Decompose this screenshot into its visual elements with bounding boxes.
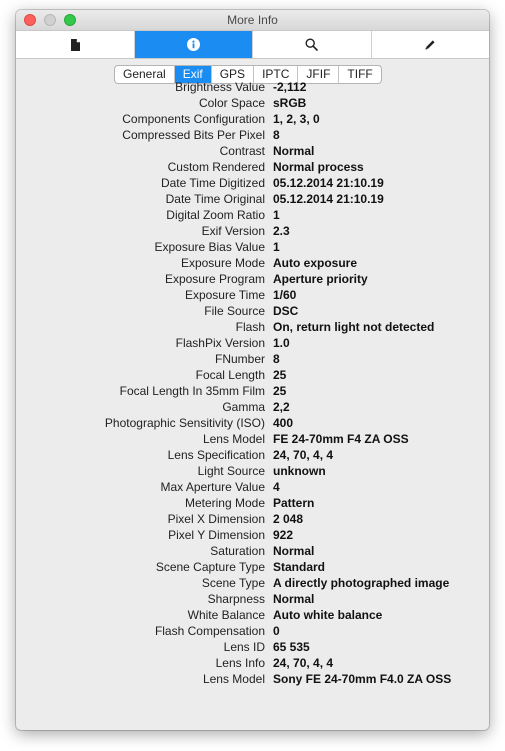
list-item bbox=[16, 431, 489, 447]
property-label: Sharpness bbox=[207, 592, 265, 606]
property-label: Max Aperture Value bbox=[160, 480, 265, 494]
property-label: Focal Length In 35mm Film bbox=[119, 384, 265, 398]
property-value: DSC bbox=[273, 304, 299, 318]
list-item bbox=[16, 111, 489, 127]
property-value: Normal bbox=[273, 544, 315, 558]
property-label: Lens Model bbox=[202, 672, 265, 686]
tab-gps[interactable]: GPS bbox=[212, 66, 254, 83]
tab-iptc[interactable]: IPTC bbox=[254, 66, 298, 83]
property-label: File Source bbox=[204, 304, 265, 318]
property-value: 2.3 bbox=[273, 224, 290, 238]
property-label: Lens Model bbox=[202, 432, 265, 446]
property-label: Compressed Bits Per Pixel bbox=[122, 128, 265, 142]
list-item bbox=[16, 639, 489, 655]
list-item bbox=[16, 159, 489, 175]
property-value: Auto white balance bbox=[273, 608, 383, 622]
property-value: 24, 70, 4, 4 bbox=[273, 656, 334, 670]
property-label: Focal Length bbox=[195, 368, 265, 382]
list-item bbox=[16, 543, 489, 559]
list-item bbox=[16, 223, 489, 239]
property-value: Standard bbox=[273, 560, 326, 574]
property-value: Normal bbox=[273, 144, 315, 158]
property-value: 0 bbox=[273, 624, 280, 638]
property-label: Date Time Original bbox=[165, 192, 265, 206]
list-item bbox=[16, 655, 489, 671]
toolbar-edit-button[interactable] bbox=[372, 31, 490, 58]
property-label: Contrast bbox=[219, 144, 265, 158]
property-label: Gamma bbox=[222, 400, 265, 414]
property-value: FE 24-70mm F4 ZA OSS bbox=[273, 432, 409, 446]
property-label: FNumber bbox=[214, 352, 265, 366]
list-item bbox=[16, 415, 489, 431]
property-value: sRGB bbox=[273, 96, 307, 110]
list-item bbox=[16, 367, 489, 383]
list-item bbox=[16, 463, 489, 479]
inspector-toolbar bbox=[16, 30, 489, 59]
property-label: Lens ID bbox=[223, 640, 265, 654]
title-bar[interactable] bbox=[16, 10, 489, 30]
list-item bbox=[16, 511, 489, 527]
property-value: 8 bbox=[273, 128, 280, 142]
list-item bbox=[16, 127, 489, 143]
list-item bbox=[16, 79, 489, 95]
property-value: 1/60 bbox=[273, 288, 297, 302]
list-item bbox=[16, 527, 489, 543]
property-label: Date Time Digitized bbox=[160, 176, 265, 190]
property-label: Exposure Mode bbox=[180, 256, 265, 270]
property-label: White Balance bbox=[187, 608, 265, 622]
list-item bbox=[16, 575, 489, 591]
list-item bbox=[16, 271, 489, 287]
property-value: Normal process bbox=[273, 160, 364, 174]
property-value: 1 bbox=[273, 240, 280, 254]
property-label: Lens Specification bbox=[167, 448, 265, 462]
property-label: Pixel Y Dimension bbox=[168, 528, 265, 542]
list-item bbox=[16, 383, 489, 399]
property-value: 1.0 bbox=[273, 336, 290, 350]
property-value: unknown bbox=[273, 464, 326, 478]
list-item bbox=[16, 351, 489, 367]
property-label: Scene Capture Type bbox=[155, 560, 265, 574]
document-icon bbox=[70, 39, 80, 51]
exif-properties-list bbox=[16, 79, 489, 687]
property-value: -2,112 bbox=[273, 80, 307, 94]
more-info-window bbox=[16, 10, 489, 730]
property-value: 400 bbox=[273, 416, 294, 430]
property-value: 1 bbox=[273, 208, 280, 222]
property-label: Custom Rendered bbox=[167, 160, 265, 174]
list-item bbox=[16, 495, 489, 511]
toolbar-search-button[interactable] bbox=[253, 31, 372, 58]
property-label: Exposure Time bbox=[184, 288, 265, 302]
property-value: 05.12.2014 21:10.19 bbox=[273, 192, 384, 206]
property-value: A directly photographed image bbox=[273, 576, 450, 590]
property-label: Brightness Value bbox=[175, 80, 265, 94]
property-label: Exif Version bbox=[201, 224, 265, 238]
property-value: 8 bbox=[273, 352, 280, 366]
property-label: Metering Mode bbox=[184, 496, 265, 510]
list-item bbox=[16, 287, 489, 303]
property-value: 25 bbox=[273, 384, 287, 398]
property-label: Exposure Program bbox=[164, 272, 265, 286]
list-item bbox=[16, 447, 489, 463]
toolbar-document-button[interactable] bbox=[16, 31, 135, 58]
tab-tiff[interactable]: TIFF bbox=[347, 67, 373, 81]
property-value: Aperture priority bbox=[273, 272, 368, 286]
list-item bbox=[16, 143, 489, 159]
list-item bbox=[16, 399, 489, 415]
property-label: Components Configuration bbox=[122, 112, 265, 126]
property-value: 1, 2, 3, 0 bbox=[273, 112, 320, 126]
list-item bbox=[16, 303, 489, 319]
property-label: Lens Info bbox=[215, 656, 265, 670]
list-item bbox=[16, 671, 489, 687]
property-label: Color Space bbox=[198, 96, 265, 110]
property-value: 2,2 bbox=[273, 400, 290, 414]
property-label: Pixel X Dimension bbox=[167, 512, 265, 526]
info-icon bbox=[187, 38, 200, 51]
property-value: 922 bbox=[273, 528, 294, 542]
tab-jfif[interactable]: JFIF bbox=[298, 66, 339, 83]
property-value: On, return light not detected bbox=[273, 320, 435, 334]
tab-general[interactable]: General bbox=[115, 66, 175, 83]
list-item bbox=[16, 559, 489, 575]
list-item bbox=[16, 319, 489, 335]
pencil-icon bbox=[424, 39, 436, 51]
property-value: 24, 70, 4, 4 bbox=[273, 448, 334, 462]
list-item bbox=[16, 335, 489, 351]
list-item bbox=[16, 175, 489, 191]
property-value: Normal bbox=[273, 592, 315, 606]
property-value: 2 048 bbox=[273, 512, 304, 526]
property-label: Scene Type bbox=[201, 576, 265, 590]
property-value: Sony FE 24-70mm F4.0 ZA OSS bbox=[273, 672, 452, 686]
property-value: Auto exposure bbox=[273, 256, 358, 270]
property-label: Digital Zoom Ratio bbox=[166, 208, 265, 222]
property-label: Saturation bbox=[210, 544, 265, 558]
toolbar-info-button[interactable] bbox=[135, 31, 254, 58]
property-value: Pattern bbox=[273, 496, 315, 510]
property-label: Photographic Sensitivity (ISO) bbox=[104, 416, 265, 430]
property-label: Flash Compensation bbox=[154, 624, 265, 638]
property-label: Flash bbox=[235, 320, 265, 334]
property-value: 65 535 bbox=[273, 640, 310, 654]
tab-exif[interactable]: Exif bbox=[175, 66, 212, 83]
window-title: More Info bbox=[227, 13, 278, 27]
list-item bbox=[16, 623, 489, 639]
list-item bbox=[16, 591, 489, 607]
property-label: FlashPix Version bbox=[175, 336, 265, 350]
property-label: Exposure Bias Value bbox=[154, 240, 265, 254]
list-item bbox=[16, 95, 489, 111]
property-value: 25 bbox=[273, 368, 287, 382]
list-item bbox=[16, 207, 489, 223]
list-item bbox=[16, 607, 489, 623]
search-icon bbox=[305, 38, 318, 51]
list-item bbox=[16, 239, 489, 255]
list-item bbox=[16, 479, 489, 495]
list-item bbox=[16, 255, 489, 271]
list-item bbox=[16, 191, 489, 207]
property-value: 05.12.2014 21:10.19 bbox=[273, 176, 384, 190]
property-value: 4 bbox=[273, 480, 280, 494]
property-label: Light Source bbox=[197, 464, 265, 478]
